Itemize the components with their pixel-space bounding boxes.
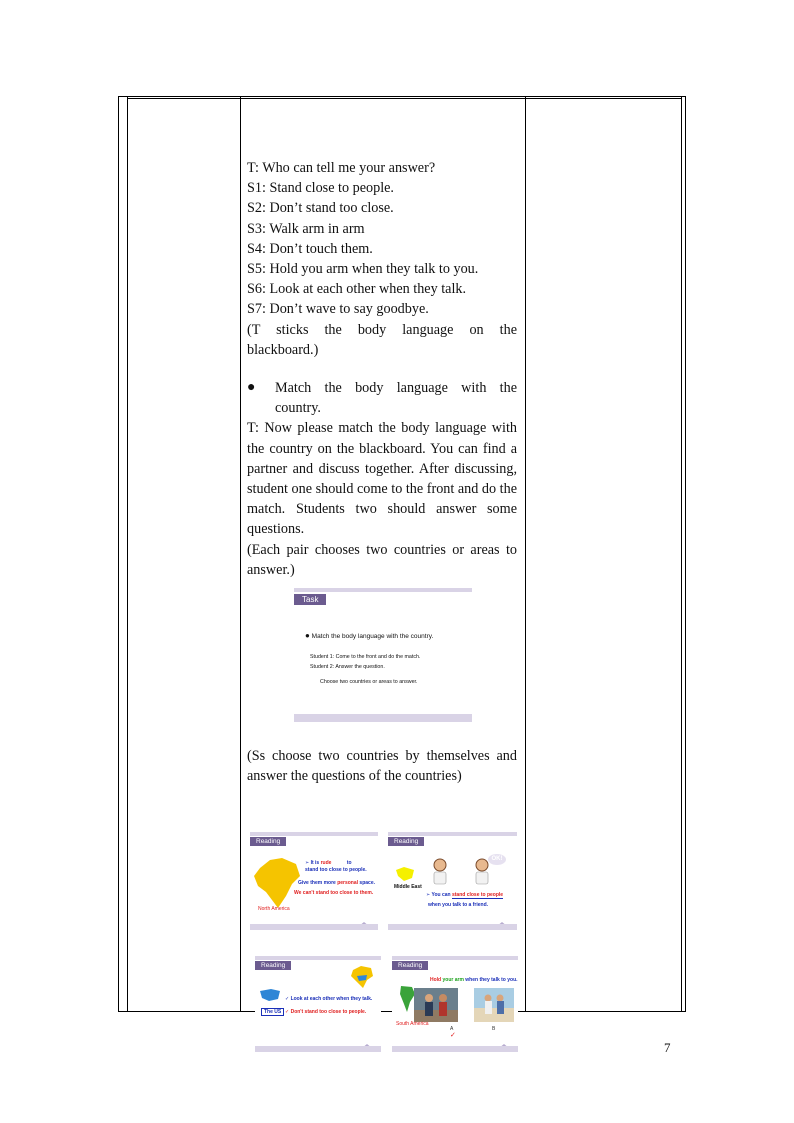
dialogue-line: S1: Stand close to people. xyxy=(247,180,394,197)
table-border-left-outer xyxy=(118,96,119,1012)
task-line: Student 1: Come to the front and do the match. xyxy=(310,654,421,660)
dialogue-line: S5: Hold you arm when they talk to you. xyxy=(247,261,479,278)
slide-text: ➢ You can stand close to people xyxy=(426,892,504,898)
slide-text: ✓ Don't stand too close to people. xyxy=(285,1009,367,1015)
region-label: South America xyxy=(396,1021,429,1027)
photo-couple-beach xyxy=(474,988,514,1022)
table-border-top xyxy=(118,96,686,97)
slide-top-bar xyxy=(294,588,472,592)
slide-text: ✓ Look at each other when they talk. xyxy=(285,996,373,1002)
slide-text: Give them more personal space. xyxy=(298,880,375,886)
slide-bottom-bar xyxy=(388,924,517,930)
table-column-divider-1 xyxy=(240,96,241,1012)
speech-bubble: OK! xyxy=(488,854,506,865)
dialogue-line: S2: Don’t stand too close. xyxy=(247,200,394,217)
dialogue-line: S3: Walk arm in arm xyxy=(247,220,365,237)
check-mark-icon: ✓ xyxy=(450,1032,456,1039)
follow-up-text xyxy=(247,746,517,786)
us-map xyxy=(259,988,281,1002)
slide-text: ➢ It is rude to xyxy=(305,860,352,866)
slide-tag: Reading xyxy=(250,837,286,846)
reading-slide-south-america xyxy=(392,956,518,1052)
slide-text: We can't stand too close to them. xyxy=(294,890,374,896)
slide-top-bar xyxy=(255,956,381,960)
region-label: The US xyxy=(261,1008,284,1016)
bullet-item xyxy=(247,378,517,418)
slide-bottom-bar xyxy=(392,1046,518,1052)
slide-tag: Task xyxy=(294,594,326,605)
stage-direction: blackboard.) xyxy=(247,341,319,358)
photo-label-b: B xyxy=(492,1026,496,1032)
slide-tag: Reading xyxy=(388,837,424,846)
dialogue-line: T: Who can tell me your answer? xyxy=(247,160,436,176)
region-label: North America xyxy=(258,906,290,912)
task-bullet xyxy=(305,631,433,640)
stage-direction: (T sticks the body language on the xyxy=(247,321,517,338)
photo-label-a: A xyxy=(450,1026,454,1032)
north-america-map xyxy=(252,856,302,912)
table-border-top-inner xyxy=(127,98,682,99)
dialogue-line: S6: Look at each other when they talk. xyxy=(247,281,467,298)
slide-bottom-bar xyxy=(255,1046,381,1052)
photo-people-walking xyxy=(414,988,458,1022)
north-america-map xyxy=(349,964,375,990)
person-figure-icon xyxy=(430,858,450,886)
reading-slide-middle-east xyxy=(388,832,517,930)
slide-bottom-bar xyxy=(250,924,378,930)
slide-text: Hold your arm when they talk to you. xyxy=(430,977,518,983)
slide-top-bar xyxy=(392,956,518,960)
dialogue-line: S7: Don’t wave to say goodbye. xyxy=(247,301,429,318)
slide-tag: Reading xyxy=(255,961,291,970)
task-line: Student 2: Answer the question. xyxy=(310,664,385,670)
table-border-right-outer xyxy=(685,96,686,1012)
bullet-icon: ● xyxy=(247,380,256,396)
slide-top-bar xyxy=(388,832,517,836)
slide-top-bar xyxy=(250,832,378,836)
slide-bottom-bar xyxy=(294,714,472,722)
page-number: 7 xyxy=(664,1040,671,1055)
lesson-procedure-text xyxy=(247,158,517,580)
region-label: Middle East xyxy=(394,884,422,890)
middle-east-map xyxy=(394,866,416,882)
slide-tag: Reading xyxy=(392,961,428,970)
task-line: Choose two countries or areas to answer. xyxy=(320,679,418,685)
instruction-note: (Each pair chooses two countries or areas to answer.) xyxy=(247,541,517,578)
slide-text: stand too close to people. xyxy=(305,867,367,873)
reading-slide-the-us xyxy=(255,956,381,1052)
reading-slide-north-america xyxy=(250,832,378,930)
instruction-paragraph: T: Now please match the body language with the country on the blackboard. You can find a partner and discuss together. After discussing, student one should come to the front and do the match. Students two should answer some questions. xyxy=(247,420,517,538)
bullet-text: Match the body language with the country. xyxy=(275,380,517,417)
table-column-divider-2 xyxy=(525,96,526,1012)
task-slide xyxy=(294,588,472,722)
instruction-note: (Ss choose two countries by themselves and answer the questions of the countries) xyxy=(247,748,517,785)
slide-text: when you talk to a friend. xyxy=(428,902,489,908)
table-border-left-inner xyxy=(127,96,128,1012)
table-border-right-inner xyxy=(681,96,682,1012)
dialogue-line: S4: Don’t touch them. xyxy=(247,240,373,257)
bullet-icon: ● xyxy=(305,631,310,640)
task-bullet-text: Match the body language with the country. xyxy=(311,633,434,640)
